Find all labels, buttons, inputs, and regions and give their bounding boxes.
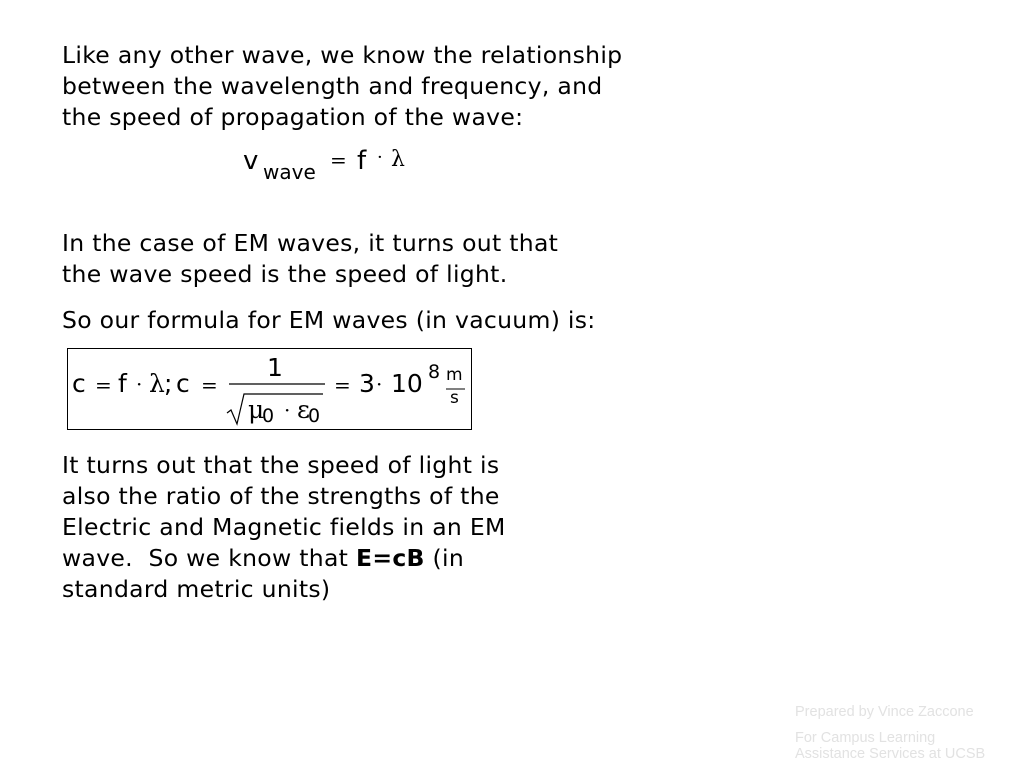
equals-sign: = <box>95 373 112 397</box>
formula-intro-paragraph <box>62 305 702 336</box>
footer-credit <box>795 704 985 762</box>
epsilon-symbol: ε <box>297 395 310 424</box>
footer-line: Assistance Services at UCSB <box>795 746 986 762</box>
e-equals-cb-emphasis: E=cB <box>355 544 425 572</box>
text-line: the wave speed is the speed of light. <box>62 260 508 288</box>
text-line <box>62 543 582 574</box>
unit-denominator: s <box>450 388 459 408</box>
text-line: Like any other wave, we know the relationship <box>62 41 623 69</box>
text-line: the speed of propagation of the wave: <box>62 103 524 131</box>
c-symbol: c <box>72 369 86 398</box>
multiply-dot: · <box>377 147 383 168</box>
power-exponent: 8 <box>428 361 441 383</box>
field-ratio-paragraph <box>62 450 582 605</box>
epsilon-subscript: 0 <box>308 405 321 427</box>
text-line: Electric and Magnetic fields in an EM <box>62 513 506 541</box>
mu-subscript: 0 <box>262 405 275 427</box>
footer-line: For Campus Learning <box>795 730 936 746</box>
equals-sign: = <box>201 373 218 397</box>
multiply-dot: · <box>136 372 143 396</box>
coefficient: 3 <box>359 369 375 398</box>
c-symbol: c <box>176 369 190 398</box>
mu-symbol: μ <box>248 395 265 424</box>
text-line: In the case of EM waves, it turns out that <box>62 229 559 257</box>
text-run: (in <box>424 544 465 572</box>
equals-sign: = <box>330 148 347 172</box>
frequency-symbol: f <box>118 369 127 398</box>
velocity-symbol: v <box>243 146 259 176</box>
text-line: So our formula for EM waves (in vacuum) is: <box>62 306 596 334</box>
em-wave-paragraph <box>62 228 662 290</box>
power-base: 10 <box>391 369 423 398</box>
wavelength-symbol: λ <box>391 147 405 172</box>
equals-sign: = <box>334 373 351 397</box>
text-line: It turns out that the speed of light is <box>62 451 500 479</box>
fraction-numerator: 1 <box>267 353 283 382</box>
text-line: standard metric units) <box>62 575 331 603</box>
semicolon: ; <box>164 369 173 398</box>
prepared-by-text: Prepared by Vince Zaccone <box>795 704 974 720</box>
multiply-dot: · <box>376 372 383 396</box>
unit-numerator: m <box>446 365 463 385</box>
intro-paragraph <box>62 40 702 133</box>
speed-of-light-formula-box <box>67 348 472 430</box>
wavelength-symbol: λ <box>149 369 165 398</box>
text-run: wave. So we know that <box>62 544 356 572</box>
multiply-dot: · <box>284 398 291 422</box>
frequency-symbol: f <box>357 146 367 176</box>
text-line: between the wavelength and frequency, and <box>62 72 603 100</box>
velocity-subscript: wave <box>263 160 316 184</box>
text-line: also the ratio of the strengths of the <box>62 482 500 510</box>
